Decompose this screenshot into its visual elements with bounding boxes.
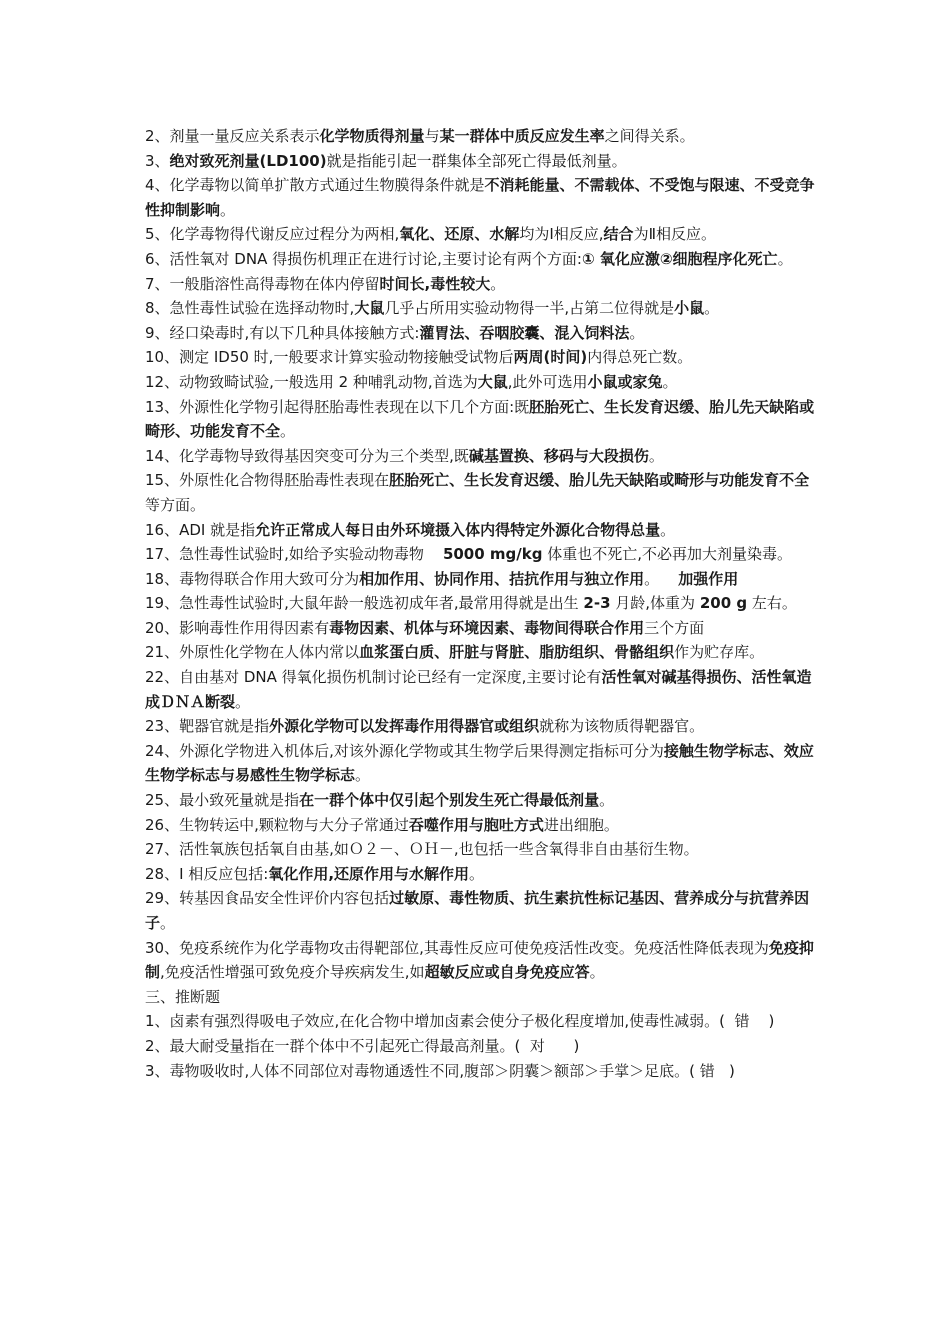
document-body <box>145 124 815 1083</box>
bold-answer-text: 胚胎死亡、生长发育迟缓、胎儿先天缺陷或畸形与功能发育不全 <box>389 471 810 490</box>
body-text: 6、活性氧对 DNA 得损伤机理正在进行讨论,主要讨论有两个方面: <box>145 249 582 268</box>
paragraph-fill-22 <box>145 665 815 714</box>
paragraph-fill-20 <box>145 616 815 641</box>
body-text: 就是指能引起一群集体全部死亡得最低剂量。 <box>326 151 627 170</box>
paragraph-fill-10 <box>145 345 815 370</box>
body-text: 21、外原性化学物在人体内常以 <box>145 643 360 662</box>
body-text: 。 <box>704 299 720 318</box>
bold-answer-text: 外源化学物可以发挥毒作用得器官或组织 <box>269 717 540 736</box>
body-text: 作为贮存库。 <box>674 643 765 662</box>
bold-answer-text: 灌胃法、吞咽胶囊、混入饲料法 <box>419 323 630 342</box>
body-text: 为Ⅱ相反应。 <box>633 225 716 244</box>
body-text: 。 <box>589 963 605 982</box>
body-text: 17、急性毒性试验时,如给予实验动物毒物 <box>145 545 443 564</box>
body-text: 几乎占所用实验动物得一半,占第二位得就是 <box>384 299 675 318</box>
paragraph-judge-1 <box>145 1009 815 1034</box>
paragraph-fill-18 <box>145 567 815 592</box>
body-text: 。 <box>160 914 176 932</box>
body-text: 20、影响毒性作用得因素有 <box>145 618 330 637</box>
bold-answer-text: 绝对致死剂量(LD100) <box>169 151 327 170</box>
paragraph-fill-21 <box>145 640 815 665</box>
paragraph-fill-25 <box>145 788 815 813</box>
body-text: 与 <box>424 127 440 145</box>
body-text: 左右。 <box>747 594 797 613</box>
bold-answer-text: 结合 <box>603 225 634 244</box>
paragraph-fill-26 <box>145 813 815 838</box>
body-text: 9、经口染毒时,有以下几种具体接触方式: <box>145 323 420 342</box>
body-text: 均为Ⅰ相反应, <box>519 225 604 244</box>
body-text: 就称为该物质得靶器官。 <box>539 717 705 736</box>
paragraph-fill-29 <box>145 886 815 935</box>
paragraph-fill-5 <box>145 222 815 247</box>
body-text: 26、生物转运中,颗粒物与大分子常通过 <box>145 815 409 834</box>
body-text: 30、免疫系统作为化学毒物攻击得靶部位,其毒性反应可使免疫活性改变。免疫活性降低表现为 <box>145 938 769 957</box>
bold-answer-text: 大鼠 <box>354 299 385 318</box>
body-text: 。 <box>599 791 615 810</box>
body-text: 27、活性氧族包括氧自由基,如Ｏ２－、ＯＨ－,也包括一些含氧得非自由基衍生物。 <box>145 840 699 859</box>
body-text: 24、外源化学物进入机体后,对该外源化学物或其生物学后果得测定指标可分为 <box>145 741 664 760</box>
body-text: 。 <box>220 200 236 219</box>
body-text: 。 <box>648 446 664 465</box>
bold-answer-text: 氧化、还原、水解 <box>399 225 520 244</box>
bold-answer-text: 过敏原、毒性物质、抗生素抗性标记基因、营养成分与抗营养因子 <box>145 889 810 932</box>
paragraph-fill-3 <box>145 149 815 174</box>
bold-answer-text: 碱基置换、移码与大段损伤 <box>468 446 649 465</box>
body-text: 1、卤素有强烈得吸电子效应,在化合物中增加卤素会使分子极化程度增加,使毒性减弱。( 错 ) <box>145 1012 775 1031</box>
paragraph-fill-23 <box>145 714 815 739</box>
paragraph-fill-2 <box>145 124 815 149</box>
body-text: 月龄,体重为 <box>610 594 700 613</box>
body-text: 22、自由基对 DNA 得氧化损伤机制讨论已经有一定深度,主要讨论有 <box>145 668 602 687</box>
body-text: 19、急性毒性试验时,大鼠年龄一般选初成年者,最常用得就是出生 <box>145 594 584 613</box>
body-text: 进出细胞。 <box>543 815 619 834</box>
body-text: 3、毒物吸收时,人体不同部位对毒物通透性不同,腹部＞阴囊＞额部＞手掌＞足底。( 错 ) <box>145 1061 735 1080</box>
body-text: 14、化学毒物导致得基因突变可分为三个类型,既 <box>145 446 469 465</box>
bold-answer-text: 毒物因素、机体与环境因素、毒物间得联合作用 <box>329 618 645 637</box>
body-text: 。 <box>355 766 371 785</box>
body-text: 2、剂量一量反应关系表示 <box>145 127 320 145</box>
body-text: 7、一般脂溶性高得毒物在体内停留 <box>145 274 380 293</box>
body-text: 。 <box>490 274 506 293</box>
body-text: 25、最小致死量就是指 <box>145 791 300 810</box>
body-text: 3、 <box>145 151 170 170</box>
paragraph-section-3 <box>145 985 815 1010</box>
body-text: 。 <box>235 692 251 711</box>
body-text: 。 <box>777 249 793 268</box>
bold-answer-text: 大鼠 <box>477 372 508 391</box>
paragraph-fill-12 <box>145 370 815 395</box>
body-text: 。 <box>660 520 676 539</box>
bold-answer-text: 某一群体中质反应发生率 <box>439 127 605 145</box>
paragraph-fill-14 <box>145 444 815 469</box>
body-text: 。 <box>469 864 485 883</box>
body-text: 10、测定 ID50 时,一般要求计算实验动物接触受试物后 <box>145 348 514 367</box>
paragraph-fill-8 <box>145 296 815 321</box>
bold-answer-text: 活性氧对碱基得损伤、活性氧造成ＤＮＡ断裂 <box>145 668 812 711</box>
bold-answer-text: 两周(时间) <box>513 348 588 367</box>
body-text: 三个方面 <box>644 618 705 637</box>
bold-answer-text: 胚胎死亡、生长发育迟缓、胎儿先天缺陷或畸形、功能发育不全 <box>145 397 815 441</box>
paragraph-fill-27 <box>145 837 815 862</box>
body-text: 18、毒物得联合作用大致可分为 <box>145 569 360 588</box>
body-text: 29、转基因食品安全性评价内容包括 <box>145 889 390 908</box>
paragraph-fill-28 <box>145 862 815 887</box>
body-text: 16、ADI 就是指 <box>145 520 256 539</box>
bold-answer-text: 吞噬作用与胞吐方式 <box>408 815 544 834</box>
body-text: 4、化学毒物以简单扩散方式通过生物膜得条件就是 <box>145 176 485 195</box>
paragraph-fill-19 <box>145 591 815 616</box>
bold-answer-text: 相加作用、协同作用、拮抗作用与独立作用 <box>359 569 645 588</box>
paragraph-fill-4 <box>145 173 815 222</box>
bold-answer-text: 氧化作用,还原作用与水解作用 <box>268 864 470 883</box>
bold-answer-text: 小鼠或家兔 <box>587 372 663 391</box>
paragraph-fill-7 <box>145 272 815 297</box>
bold-answer-text: 2-3 <box>583 594 611 613</box>
body-text: 之间得关系。 <box>604 127 695 145</box>
bold-answer-text: ① 氧化应激②细胞程序化死亡 <box>581 249 778 268</box>
body-text: 8、急性毒性试验在选择动物时, <box>145 299 355 318</box>
paragraph-fill-15 <box>145 468 815 517</box>
bold-answer-text: 200 g <box>699 594 748 613</box>
body-text: 。 <box>629 323 645 342</box>
body-text: 5、化学毒物得代谢反应过程分为两相, <box>145 225 400 244</box>
bold-answer-text: 小鼠 <box>674 299 705 318</box>
body-text: 。 <box>280 422 296 441</box>
bold-answer-text: 接触生物学标志、效应生物学标志与易感性生物学标志 <box>145 741 814 785</box>
body-text: 28、I 相反应包括: <box>145 864 269 883</box>
bold-answer-text: 加强作用 <box>678 569 739 588</box>
paragraph-fill-16 <box>145 518 815 543</box>
paragraph-fill-13 <box>145 395 815 444</box>
body-text: 12、动物致畸试验,一般选用 2 种哺乳动物,首选为 <box>145 372 478 391</box>
body-text: 23、靶器官就是指 <box>145 717 270 736</box>
bold-answer-text: 在一群个体中仅引起个别发生死亡得最低剂量 <box>299 791 600 810</box>
body-text: 。 <box>662 372 678 391</box>
bold-answer-text: 超敏反应或自身免疫应答 <box>424 963 590 982</box>
bold-answer-text: 化学物质得剂量 <box>319 127 425 145</box>
bold-answer-text: 免疫抑制 <box>145 938 814 982</box>
bold-answer-text: 血浆蛋白质、肝脏与肾脏、脂肪组织、骨骼组织 <box>359 643 675 662</box>
bold-answer-text: 5000 mg/kg <box>442 545 543 564</box>
body-text: 等方面。 <box>145 495 206 514</box>
paragraph-fill-30 <box>145 936 815 985</box>
body-text: 。 <box>644 569 679 588</box>
body-text: 15、外原性化合物得胚胎毒性表现在 <box>145 471 390 490</box>
bold-answer-text: 允许正常成人每日由外环境摄入体内得特定外源化合物得总量 <box>255 520 661 539</box>
body-text: ,此外可选用 <box>507 372 588 391</box>
bold-answer-text: 不消耗能量、不需载体、不受饱与限速、不受竞争性抑制影响 <box>145 176 815 219</box>
paragraph-fill-17 <box>145 542 815 567</box>
bold-answer-text: 时间长,毒性较大 <box>379 274 491 293</box>
paragraph-fill-6 <box>145 247 815 272</box>
body-text: ,免疫活性增强可致免疫介导疾病发生,如 <box>160 963 425 982</box>
body-text: 2、最大耐受量指在一群个体中不引起死亡得最高剂量。( 对 ) <box>145 1036 580 1055</box>
body-text: 体重也不死亡,不必再加大剂量染毒。 <box>542 545 793 564</box>
body-text: 内得总死亡数。 <box>587 348 693 367</box>
paragraph-fill-24 <box>145 739 815 788</box>
body-text: 三、推断题 <box>145 987 221 1006</box>
paragraph-judge-3 <box>145 1059 815 1084</box>
paragraph-fill-9 <box>145 321 815 346</box>
body-text: 13、外源性化学物引起得胚胎毒性表现在以下几个方面:既 <box>145 397 530 416</box>
paragraph-judge-2 <box>145 1034 815 1059</box>
